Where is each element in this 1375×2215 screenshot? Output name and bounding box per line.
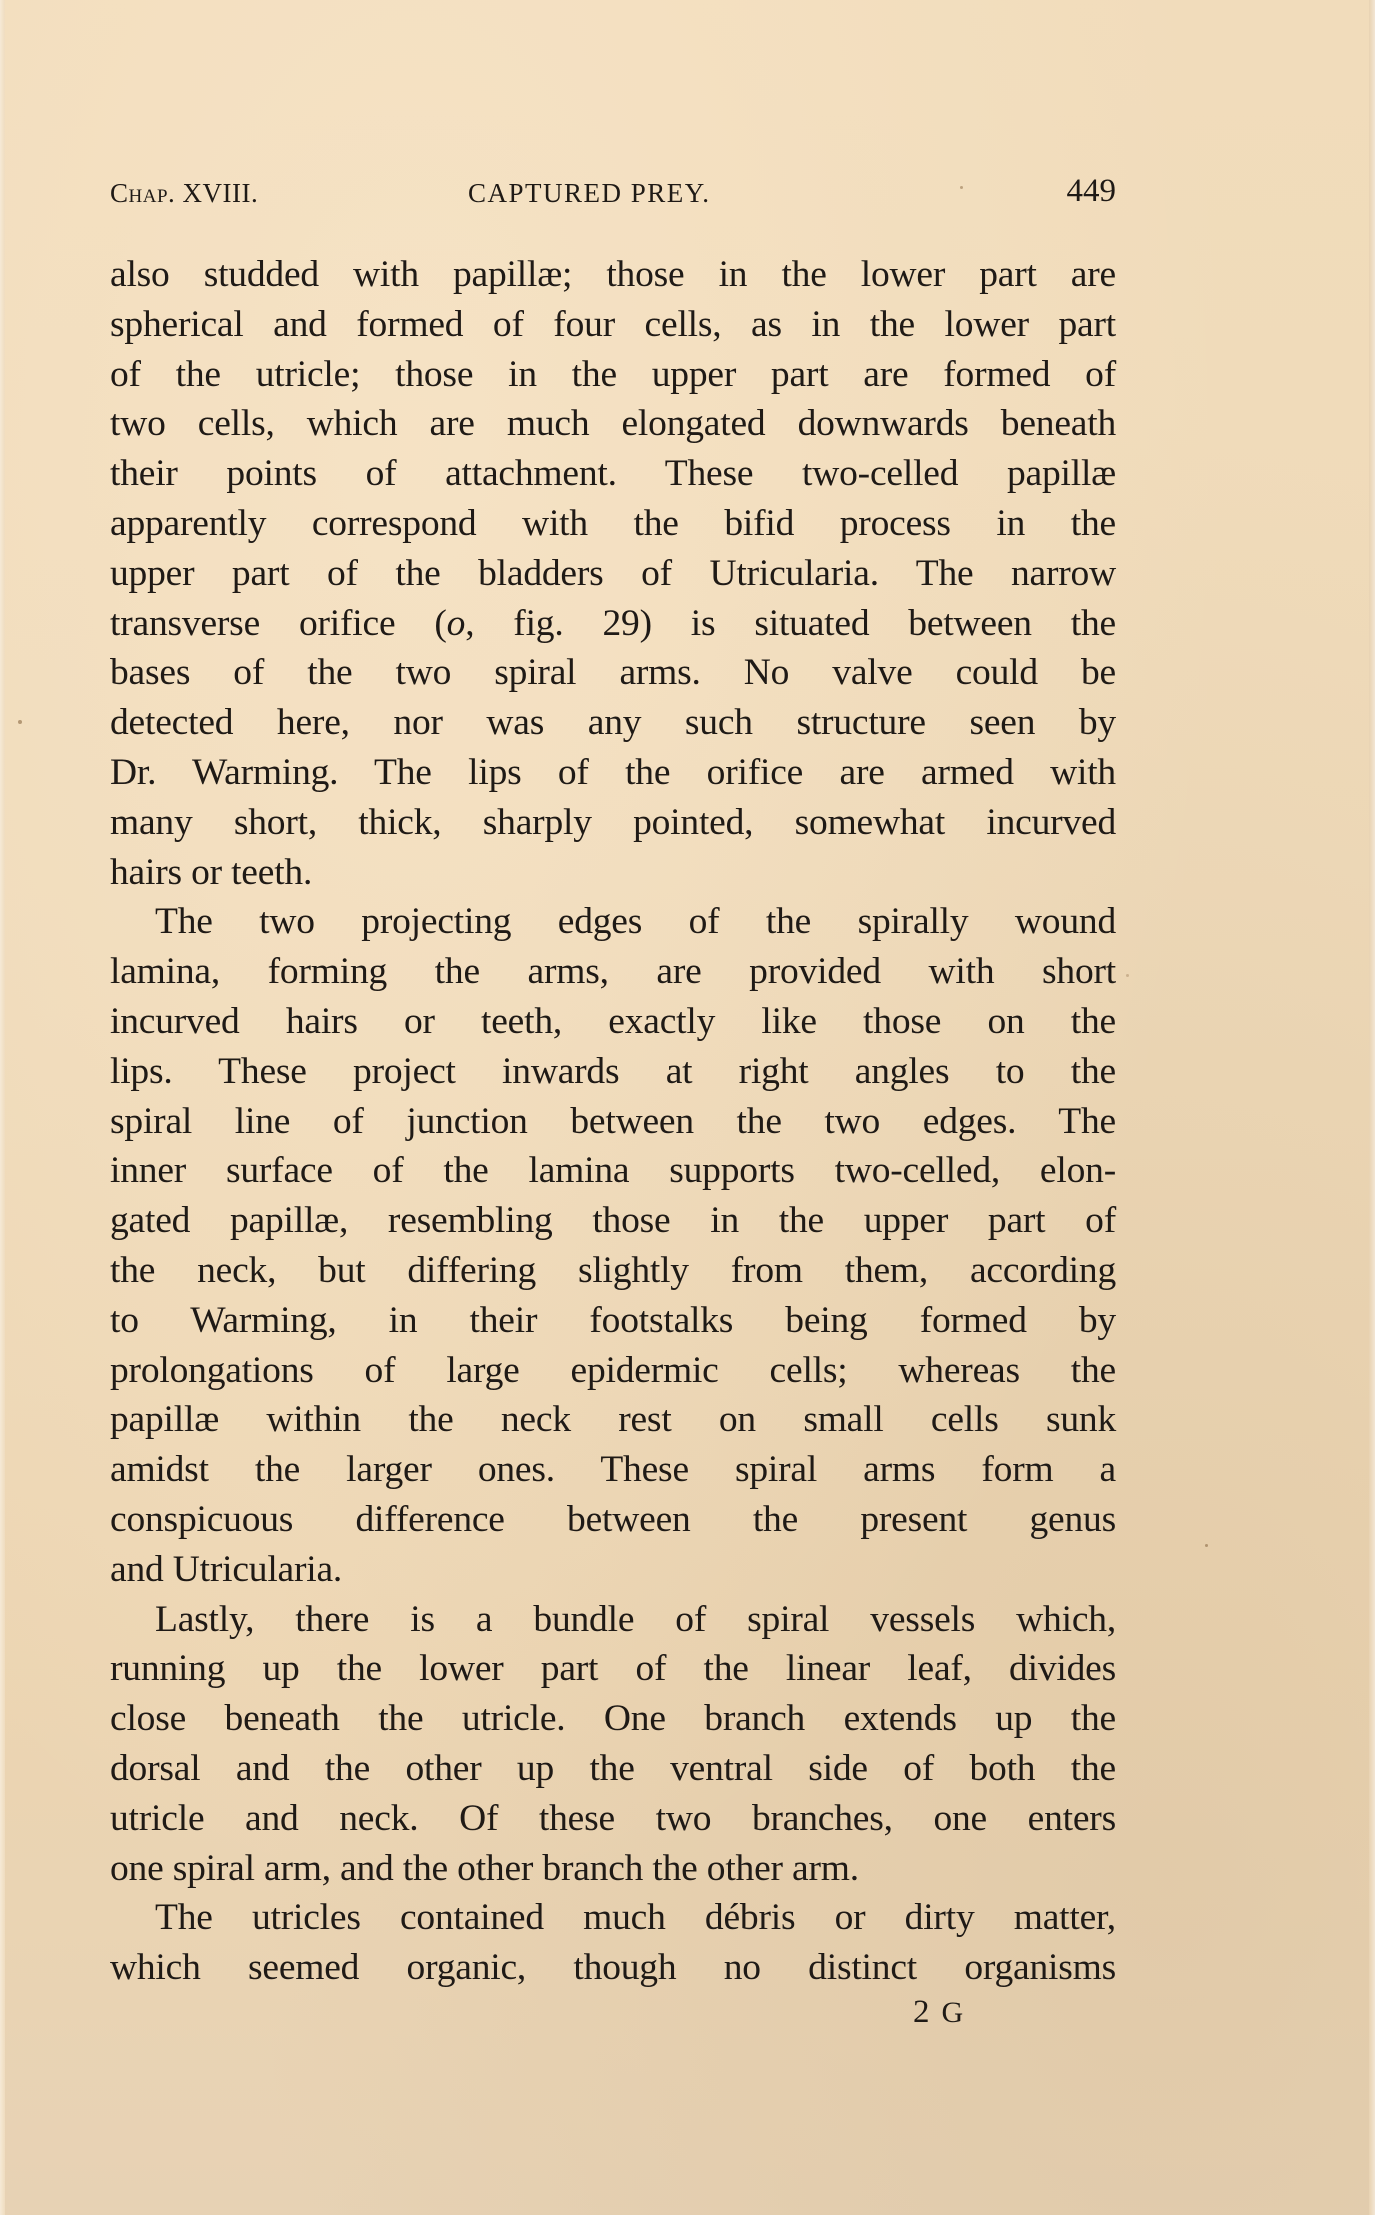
text-line: dorsal and the other up the ventral side of both the (110, 1748, 1116, 1789)
text-line: two cells, which are much elongated downwards beneath (110, 403, 1116, 445)
chapter-label: Chap. XVIII. (110, 178, 259, 208)
text-line: Dr. Warming. The lips of the orifice are armed with (110, 752, 1116, 793)
text-line: gated papillæ, resembling those in the upper part of (110, 1200, 1116, 1242)
text-line: also studded with papillæ; those in the lower part are (110, 254, 1116, 295)
printer-signature-mark (913, 1992, 963, 2033)
running-head (110, 173, 1116, 210)
paper-speck (1126, 974, 1129, 977)
text-line: the neck, but differing slightly from them, according (110, 1250, 1116, 1291)
paragraph-first-line: The two projecting edges of the spirally wound (155, 901, 1116, 943)
text-line: their points of attachment. These two-celled papillæ (110, 453, 1116, 495)
text-line: lamina, forming the arms, are provided with short (110, 951, 1116, 993)
text-line: incurved hairs or teeth, exactly like those on the (110, 1001, 1116, 1042)
text-line: of the utricle; those in the upper part are formed of (110, 353, 1116, 395)
paragraph-first-line: Lastly, there is a bundle of spiral vessels which, (155, 1598, 1116, 1640)
text-line: and Utricularia. (110, 1548, 343, 1590)
text-line: many short, thick, sharply pointed, somewhat incurved (110, 801, 1116, 843)
text-line: bases of the two spiral arms. No valve could be (110, 652, 1116, 694)
paper-speck (18, 720, 22, 724)
paper-speck (1205, 1544, 1208, 1547)
text-line: prolongations of large epidermic cells; whereas the (110, 1349, 1116, 1391)
text-line: close beneath the utricle. One branch extends up the (110, 1698, 1116, 1740)
figure-label-o: o (446, 602, 466, 644)
page-number: 449 (1066, 173, 1116, 209)
signature-letter: G (941, 1996, 964, 2029)
text-line: upper part of the bladders of Utricularia. The narrow (110, 552, 1116, 594)
text-line: detected here, nor was any such structure seen by (110, 702, 1116, 744)
running-title: CAPTURED PREY. (468, 178, 711, 208)
text-line: lips. These project inwards at right angles to the (110, 1050, 1116, 1092)
page-left-edge (0, 0, 5, 2215)
text-line: hairs or teeth. (110, 851, 313, 893)
text-line: spherical and formed of four cells, as in the lower part (110, 303, 1116, 345)
text-line: papillæ within the neck rest on small cells sunk (110, 1399, 1116, 1441)
text-line: inner surface of the lamina supports two-celled, elon- (110, 1150, 1116, 1192)
text-line: amidst the larger ones. These spiral arms form a (110, 1449, 1116, 1491)
page-right-edge (1369, 0, 1375, 2215)
text-line: transverse orifice (o, fig. 29) is situated between the (110, 602, 1116, 644)
text-line: which seemed organic, though no distinct organisms (110, 1947, 1116, 1989)
paragraph-first-line: The utricles contained much débris or dirty matter, (155, 1897, 1116, 1939)
text-line: utricle and neck. Of these two branches, one enters (110, 1797, 1116, 1839)
text-line: conspicuous difference between the present genus (110, 1499, 1116, 1540)
text-line: apparently correspond with the bifid process in the (110, 503, 1116, 544)
text-line: spiral line of junction between the two edges. The (110, 1100, 1116, 1142)
signature-number: 2 (913, 1994, 930, 2030)
text-line: running up the lower part of the linear leaf, divides (110, 1648, 1116, 1690)
text-line: to Warming, in their footstalks being formed by (110, 1299, 1116, 1341)
text-line: one spiral arm, and the other branch the other arm. (110, 1847, 859, 1889)
